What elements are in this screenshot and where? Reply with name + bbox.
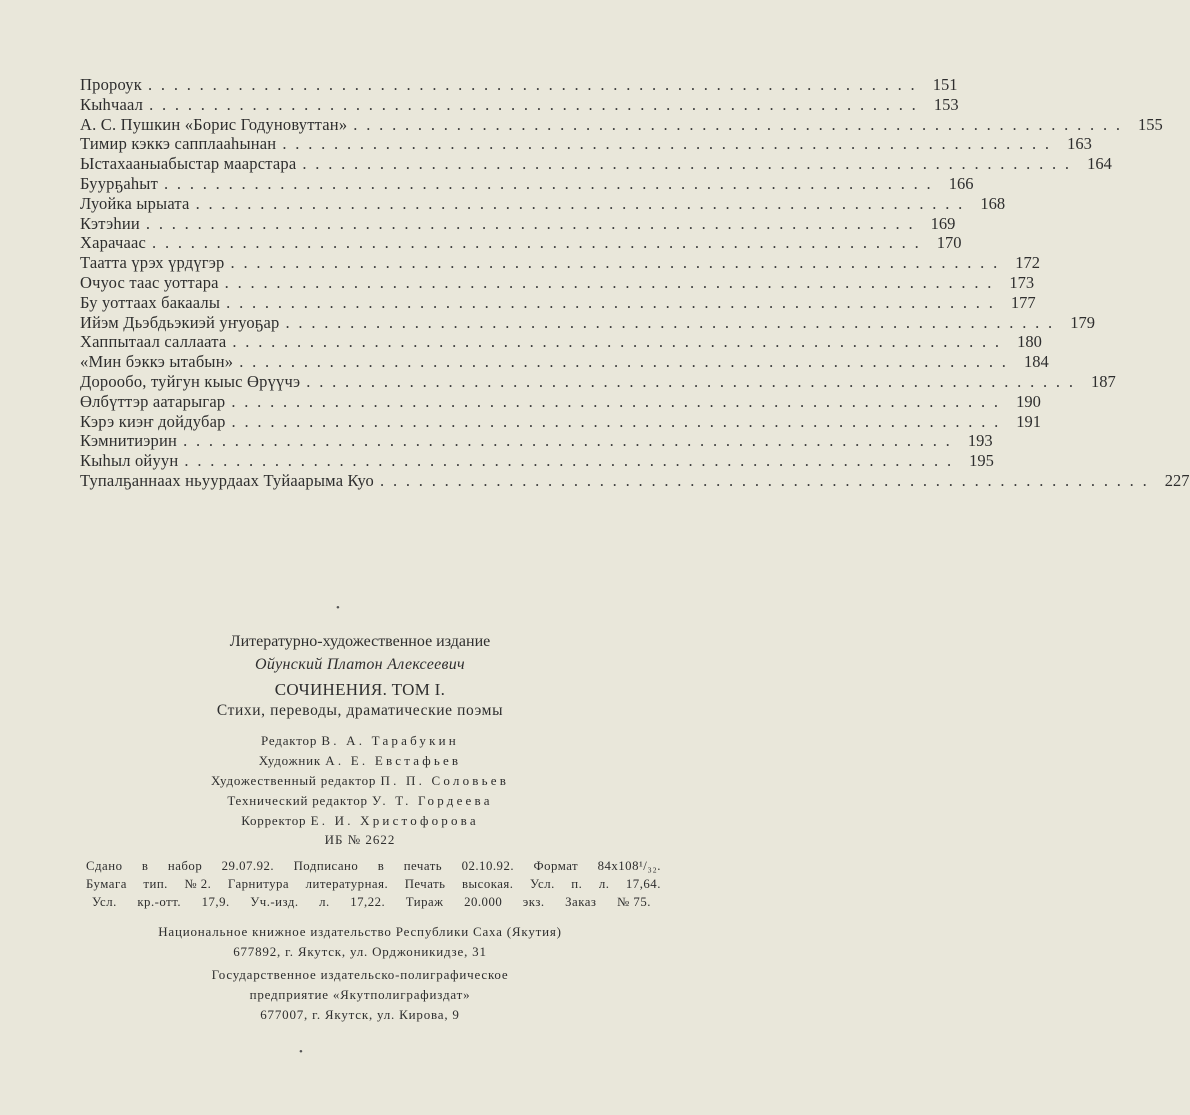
spec-word: 84x108¹/₃₂. — [597, 859, 661, 873]
toc-entry-title: Харачаас — [80, 233, 147, 253]
spec-word: 17,22. — [350, 895, 386, 909]
toc-entry — [80, 312, 1095, 333]
toc-entry-page: 190 — [1016, 391, 1041, 411]
toc-entry — [80, 134, 1092, 154]
toc-entry — [80, 75, 958, 95]
toc-entry-title: Пророук — [80, 75, 142, 94]
toc-leader-dots: ............................................................ — [285, 312, 1061, 332]
publisher-block — [60, 922, 660, 962]
toc-entry-title: Бу уоттаах бакаалы — [80, 292, 221, 312]
spec-word: № 2. — [184, 877, 212, 891]
toc-entry — [80, 94, 959, 115]
spec-word: л. — [319, 895, 330, 909]
spec-line-1 — [86, 857, 661, 875]
toc-entry — [80, 193, 1006, 214]
publisher-address: 677892, г. Якутск, ул. Орджоникидзе, 31 — [233, 944, 487, 959]
staff-name: У. Т. Гордеева — [372, 793, 493, 808]
toc-entry-page: 166 — [948, 173, 974, 193]
toc-entry-page: 163 — [1067, 134, 1092, 154]
spec-word: 02.10.92. — [461, 859, 515, 873]
toc-entry — [80, 272, 1035, 293]
toc-entry — [80, 233, 962, 253]
toc-leader-dots: ............................................................ — [306, 371, 1082, 391]
toc-entry-page: 168 — [980, 193, 1006, 213]
toc-entry — [80, 371, 1116, 392]
staff-credit — [60, 773, 660, 789]
spec-word: 29.07.92. — [221, 859, 275, 873]
spec-word: Печать — [404, 877, 446, 891]
printer-block — [60, 965, 660, 1025]
toc-entry-title: А. С. Пушкин «Борис Годуновуттан» — [80, 114, 348, 134]
printer-name: предприятие «Якутполиграфиздат» — [249, 987, 471, 1002]
toc-entry-title: Хаппытаал саллаата — [80, 332, 227, 352]
spec-word: Формат — [533, 859, 579, 873]
spec-word: экз. — [522, 895, 545, 909]
toc-entry-title: Кэмнитиэрин — [80, 431, 178, 451]
spec-line-3 — [86, 893, 661, 911]
toc-leader-dots: ............................................................ — [282, 134, 1058, 154]
spec-word: 20.000 — [464, 895, 503, 909]
staff-role: Технический редактор — [227, 793, 368, 808]
toc-entry-title: Дорообо, туйгун кыыс Өрүүчэ — [80, 371, 301, 391]
toc-leader-dots: ............................................................ — [147, 75, 924, 94]
staff-name: В. А. Тарабукин — [321, 733, 459, 748]
spec-word: п. — [571, 877, 583, 891]
toc-entry-title: Тимир кэккэ сапплааһынан — [80, 134, 277, 154]
toc-entry — [80, 253, 1041, 273]
spec-word: набор — [167, 859, 203, 873]
toc-leader-dots: ............................................................ — [163, 173, 940, 193]
spec-word: Заказ — [565, 895, 597, 909]
toc-leader-dots: ............................................................ — [145, 213, 922, 233]
spec-word: Уч.-изд. — [250, 895, 299, 909]
toc-leader-dots: ............................................................ — [224, 272, 1001, 292]
table-of-contents — [80, 75, 1190, 491]
toc-leader-dots: ............................................................ — [152, 233, 928, 253]
toc-entry-title: Кэтэһии — [80, 213, 140, 233]
spec-word: литературная. — [305, 877, 389, 891]
toc-entry-page: 179 — [1070, 312, 1095, 332]
spec-word: Тираж — [405, 895, 444, 909]
toc-leader-dots: ............................................................ — [231, 391, 1007, 411]
toc-entry-title: Буурҕаһыт — [80, 173, 158, 193]
publisher-name: Национальное книжное издательство Республики Саха (Якутия) — [158, 924, 562, 939]
spec-word: 17,9. — [201, 895, 230, 909]
staff-credit — [60, 793, 660, 809]
toc-entry-page: 172 — [1015, 253, 1041, 273]
staff-name: П. П. Соловьев — [380, 773, 510, 788]
spec-word: Усл. — [92, 895, 117, 909]
toc-entry-title: «Мин бэккэ ытабын» — [80, 352, 234, 372]
spec-word: № 75. — [617, 895, 651, 909]
toc-entry — [80, 470, 1190, 491]
staff-role: Художественный редактор — [210, 773, 377, 788]
toc-entry-title: Очуос таас уоттара — [80, 272, 219, 292]
toc-entry-page: 155 — [1138, 114, 1163, 134]
toc-entry-page: 164 — [1087, 154, 1112, 174]
print-specs — [86, 857, 661, 911]
spec-word: Гарнитура — [227, 877, 290, 891]
toc-entry-title: Кэрэ киэҥ дойдубар — [80, 411, 226, 431]
toc-leader-dots: ............................................................ — [226, 292, 1002, 312]
toc-entry-page: 191 — [1016, 411, 1042, 431]
toc-entry — [80, 292, 1036, 313]
author-name: Ойунский Платон Алексеевич — [255, 656, 465, 673]
staff-role: Корректор — [241, 813, 307, 828]
staff-name: Е. И. Христофорова — [310, 813, 479, 828]
toc-entry — [80, 114, 1163, 135]
toc-leader-dots: ............................................................ — [149, 94, 925, 114]
staff-credit — [60, 753, 660, 769]
book-subtitle: Стихи, переводы, драматические поэмы — [216, 702, 504, 719]
toc-entry-page: 195 — [969, 451, 994, 471]
toc-entry — [80, 431, 993, 451]
toc-entry-title: Таатта үрэх үрдүгэр — [80, 253, 225, 273]
toc-entry-title: Кыһчаал — [80, 94, 144, 114]
toc-leader-dots: ............................................................ — [195, 193, 972, 213]
toc-entry-title: Ыстахааныабыстар маарстара — [80, 154, 297, 174]
spec-word: высокая. — [462, 877, 514, 891]
toc-entry-title: Луойка ырыата — [80, 193, 190, 213]
toc-entry-page: 184 — [1023, 352, 1049, 372]
spec-word: л. — [598, 877, 610, 891]
toc-entry-page: 193 — [967, 431, 993, 451]
toc-entry — [80, 213, 956, 234]
printer-address: 677007, г. Якутск, ул. Кирова, 9 — [260, 1007, 460, 1022]
spec-word: тип. — [143, 877, 168, 891]
toc-leader-dots: ............................................................ — [231, 411, 1008, 431]
edition-type: Литературно-художественное издание — [229, 633, 491, 650]
spec-word: Бумага — [86, 877, 127, 891]
toc-entry — [80, 154, 1112, 174]
toc-entry-page: 151 — [932, 75, 958, 94]
spec-word: Сдано — [86, 859, 123, 873]
toc-entry-page: 170 — [936, 233, 962, 253]
print-speck: • — [336, 602, 340, 614]
toc-entry-page: 177 — [1010, 292, 1036, 312]
toc-leader-dots: ............................................................ — [239, 352, 1015, 372]
spec-word: в — [377, 859, 385, 873]
toc-entry — [80, 332, 1042, 352]
toc-entry — [80, 391, 1041, 412]
toc-leader-dots: ............................................................ — [184, 451, 960, 471]
toc-entry-page: 227 — [1164, 470, 1190, 490]
spec-word: печать — [403, 859, 443, 873]
toc-entry-title: Ийэм Дьэбдьэкиэй уҥуоҕар — [80, 312, 280, 332]
staff-role: Художник — [258, 753, 322, 768]
print-speck: • — [299, 1046, 303, 1058]
staff-name: А. Е. Евстафьев — [325, 753, 462, 768]
spec-word: 17,64. — [625, 877, 661, 891]
toc-entry — [80, 451, 994, 471]
spec-word: кр.-отт. — [137, 895, 182, 909]
toc-leader-dots: ............................................................ — [302, 154, 1078, 174]
toc-entry — [80, 173, 974, 194]
spec-word: Подписано — [293, 859, 359, 873]
staff-role: Редактор — [261, 733, 318, 748]
toc-leader-dots: ............................................................ — [353, 114, 1129, 134]
toc-leader-dots: ............................................................ — [230, 253, 1007, 273]
book-title: СОЧИНЕНИЯ. ТОМ I. — [274, 680, 446, 699]
toc-entry-page: 153 — [933, 94, 959, 114]
toc-entry-page: 173 — [1009, 272, 1035, 292]
toc-leader-dots: ............................................................ — [232, 332, 1008, 352]
toc-entry — [80, 352, 1049, 372]
ib-number: ИБ № 2622 — [324, 832, 396, 847]
staff-credit — [60, 813, 660, 829]
spec-word: Усл. — [530, 877, 555, 891]
toc-entry-page: 187 — [1091, 371, 1116, 391]
toc-entry-title: Тупалҕаннаах ньуурдаах Туйаарыма Куо — [80, 470, 375, 490]
toc-entry-title: Өлбүттэр аатарыгар — [80, 391, 226, 411]
spec-line-2 — [86, 875, 661, 893]
toc-entry-page: 169 — [930, 213, 956, 233]
toc-entry-page: 180 — [1017, 332, 1042, 352]
staff-credit — [60, 733, 660, 749]
toc-entry — [80, 411, 1042, 432]
spec-word: в — [141, 859, 149, 873]
toc-leader-dots: ............................................................ — [380, 470, 1156, 490]
toc-entry-title: Кыһыл ойуун — [80, 451, 179, 471]
printer-type: Государственное издательско-полиграфическое — [211, 967, 509, 982]
toc-leader-dots: ............................................................ — [183, 431, 959, 451]
